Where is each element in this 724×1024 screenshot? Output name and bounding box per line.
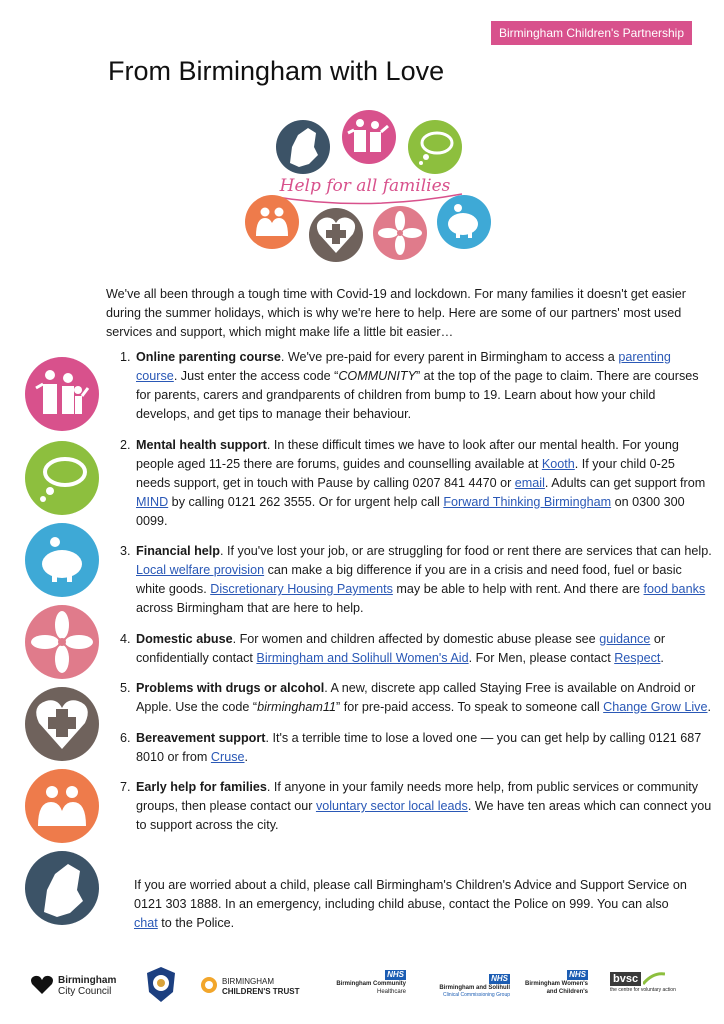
police-chat-link[interactable]: chat [134,916,158,930]
item-heading: Problems with drugs or alcohol [136,681,325,695]
womens-childrens-logo: NHS Birmingham Women's and Children's [525,970,588,995]
list-item: 6. Bereavement support. It's a terrible time to lose a loved one — you can get help by calling 0121 687 8010 or from Cruse. [134,729,712,767]
flower-icon [373,206,427,260]
kooth-link[interactable]: Kooth [541,456,575,471]
flower-icon [25,605,99,679]
cruse-link[interactable]: Cruse [210,749,245,764]
thought-bubble-icon [408,120,462,174]
app-code: birmingham11 [257,700,336,714]
community-healthcare-logo: NHS Birmingham Community Healthcare [336,970,406,995]
item-heading: Domestic abuse [136,631,233,646]
police-crest-icon [144,966,178,1004]
local-welfare-link[interactable]: Local welfare provision [136,563,265,577]
closing-paragraph: If you are worried about a child, please call Birmingham's Children's Advice and Support Service on 0121 303 1888. In an emergency, including child abuse, contact the Police on 999. You can also chat to the Police. [134,878,687,930]
support-list [112,348,712,847]
item-heading: Online parenting course [136,350,281,364]
list-item: 7. Early help for families. If anyone in your family needs more help, from public services or community groups, then please contact our voluntary sector local leads. We have ten areas which can connect you to support across the city. [134,778,712,835]
parenting-course-link[interactable]: parenting course [136,350,671,383]
mind-link[interactable]: MIND [136,494,169,509]
family-icon [342,110,396,164]
heart-cross-icon [309,208,363,262]
family-icon [25,357,99,431]
birmingham-map-icon [276,120,330,174]
guidance-link[interactable]: guidance [599,631,651,646]
list-item: 4. Domestic abuse. For women and children affected by domestic abuse please see guidance or confidentially contact Birmingham and Solihull Women's Aid. For Men, please contact Respect. [134,630,712,668]
voluntary-leads-link[interactable]: voluntary sector local leads [315,799,468,813]
partner-logos: Birmingham City Council BIRMINGHAM CHILDREN'S TRUST NHS Birmingham Community Healthcare NHS Birmingham and Solihull Clinical Commissioning Group NHS Birmingham Women's and Children's bvsc the centre for voluntary action [30,966,696,1006]
item-heading: Mental health support [136,437,267,452]
respect-link[interactable]: Respect [614,650,661,665]
hero-icon-cluster [230,100,500,270]
item-heading: Early help for families [136,780,267,794]
email-link[interactable]: email [514,475,545,490]
item-heading: Financial help [136,544,220,558]
piggy-bank-icon [437,195,491,249]
side-icon-column [20,352,104,932]
hug-icon [245,195,299,249]
thought-bubble-icon [25,441,99,515]
bvsc-swoosh-icon [643,972,665,986]
list-item: 2. Mental health support. In these difficult times we have to look after our mental health. For young people aged 11-25 there are forums, guides and counselling available at Kooth. If your child 0-25 needs support, get in touch with Pause by calling 0207 841 4470 or email. Adults can get support from MIND by calling 0121 262 3555. Or for urgent help call Forward Thinking Birmingham on 0300 300 0099. [134,436,712,531]
access-code: COMMUNITY [338,369,416,383]
heart-cross-icon [25,687,99,761]
partnership-badge: Birmingham Children's Partnership [491,21,692,45]
forward-thinking-link[interactable]: Forward Thinking Birmingham [443,494,612,509]
bvsc-logo: bvsc the centre for voluntary action [610,973,676,993]
birmingham-map-icon [25,851,99,925]
sun-logo-icon [200,976,218,994]
ccg-logo: NHS Birmingham and Solihull Clinical Commissioning Group [439,974,510,998]
food-banks-link[interactable]: food banks [643,582,706,596]
womens-aid-link[interactable]: Birmingham and Solihull Women's Aid [256,650,469,665]
page-title: From Birmingham with Love [108,56,445,86]
heart-logo-icon [30,975,54,995]
change-grow-live-link[interactable]: Change Grow Live [603,700,708,714]
hug-icon [25,769,99,843]
intro-paragraph: We've all been through a tough time with Covid-19 and lockdown. For many families it doesn't get easier during the summer holidays, which is why we're here to help. Here are some of our partners' most used services and support, which might make life a little bit easier… [106,287,686,339]
list-item: 1. Online parenting course. We've pre-paid for every parent in Birmingham to access a parenting course. Just enter the access code “COMMUNITY” at the top of the page to claim. There are courses for parents, carers and grandparents of children from bump to 19. Learn about how your child develops, and get tips to manage their behaviour. [134,348,712,424]
item-heading: Bereavement support [136,730,266,745]
list-item: 3. Financial help. If you've lost your job, or are struggling for food or rent there are services that can help. Local welfare provision can make a big difference if you are in a crisis and need food, fuel or basic white goods. Discretionary Housing Payments may be able to help with rent. And there are food banks across Birmingham that are here to help. [134,542,712,618]
piggy-bank-icon [25,523,99,597]
hero-tagline: Help for all families [279,176,451,196]
housing-payments-link[interactable]: Discretionary Housing Payments [210,582,393,596]
list-item: 5. Problems with drugs or alcohol. A new, discrete app called Staying Free is available on Android or Apple. Use the code “birmingham11” for pre-paid access. To speak to someone call Change Grow Live. [134,679,712,717]
